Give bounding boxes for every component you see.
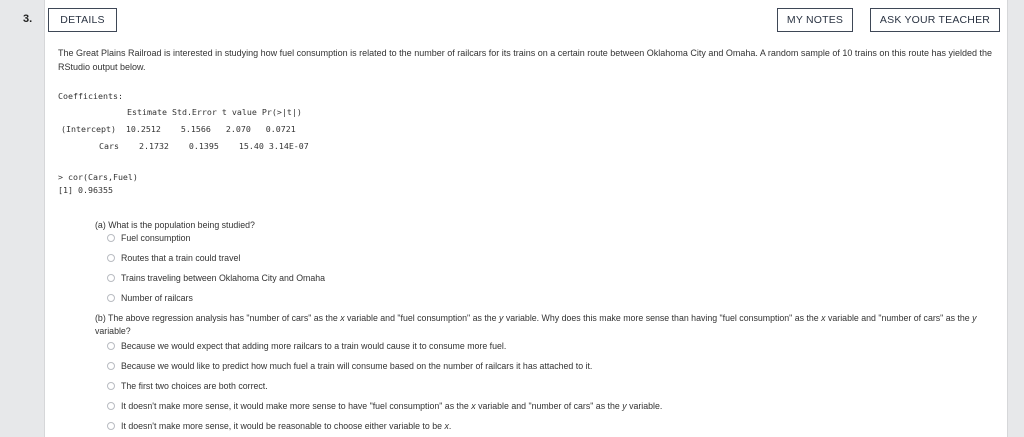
cor-result: [1] 0.96355: [58, 185, 113, 195]
option-label: Because we would expect that adding more railcars to a train would cause it to consume more fuel.: [121, 341, 507, 351]
option-label: [121, 401, 662, 411]
part-a-option-4[interactable]: [107, 292, 193, 304]
option-label: Trains traveling between Oklahoma City and Omaha: [121, 273, 326, 283]
part-b-option-3[interactable]: [107, 380, 268, 392]
part-a-prompt: (a) What is the population being studied?: [95, 220, 255, 230]
radio-button[interactable]: [107, 382, 115, 390]
option-text: It doesn't make more sense, it would make more sense to have "fuel consumption" as the: [121, 401, 472, 411]
option-label: Number of railcars: [121, 293, 193, 303]
prompt-text: variable. Why does this make more sense than having "fuel consumption" as the: [503, 313, 822, 323]
radio-button[interactable]: [107, 254, 115, 262]
option-text: It doesn't make more sense, it would be reasonable to choose either variable to be: [121, 421, 445, 431]
option-label: Because we would like to predict how much fuel a train will consume based on the number of railcars it has attached to it.: [121, 361, 593, 371]
part-b-prompt: [95, 312, 995, 338]
prompt-text: variable and "fuel consumption" as the: [344, 313, 500, 323]
cor-command: > cor(Cars,Fuel): [58, 172, 138, 182]
radio-button[interactable]: [107, 342, 115, 350]
question-number: 3.: [23, 13, 33, 25]
my-notes-button[interactable]: MY NOTES: [777, 8, 853, 32]
part-b-option-1[interactable]: [107, 340, 506, 352]
radio-button[interactable]: [107, 402, 115, 410]
part-b-option-5[interactable]: [107, 420, 451, 432]
part-a-option-2[interactable]: [107, 252, 240, 264]
option-text: variable.: [626, 401, 663, 411]
part-b-option-4[interactable]: [107, 400, 662, 412]
option-label: [121, 421, 451, 431]
option-label: The first two choices are both correct.: [121, 381, 268, 391]
radio-button[interactable]: [107, 422, 115, 430]
variable-x: x: [444, 421, 449, 431]
option-label: Routes that a train could travel: [121, 253, 241, 263]
part-a-option-3[interactable]: [107, 272, 325, 284]
variable-y: y: [499, 313, 504, 323]
variable-x: x: [340, 313, 345, 323]
prompt-text: variable?: [95, 326, 131, 336]
radio-button[interactable]: [107, 234, 115, 242]
option-text: variable and "number of cars" as the: [475, 401, 623, 411]
radio-button[interactable]: [107, 362, 115, 370]
question-intro: The Great Plains Railroad is interested in studying how fuel consumption is related to the number of railcars for its trains on a certain route between Oklahoma City and Omaha. A random sample of 10 trains on this route has yielded the RStudio output below.: [58, 48, 992, 72]
variable-x: x: [821, 313, 826, 323]
variable-x: x: [471, 401, 476, 411]
prompt-text: (b) The above regression analysis has "number of cars" as the: [95, 313, 341, 323]
prompt-text: variable and "number of cars" as the: [825, 313, 973, 323]
coefficients-row-intercept: (Intercept) 10.2512 5.1566 2.070 0.0721: [61, 124, 296, 134]
ask-your-teacher-button[interactable]: ASK YOUR TEACHER: [870, 8, 1000, 32]
question-panel: [44, 0, 1008, 437]
option-label: Fuel consumption: [121, 233, 191, 243]
option-text: .: [448, 421, 452, 431]
radio-button[interactable]: [107, 274, 115, 282]
radio-button[interactable]: [107, 294, 115, 302]
coefficients-label: Coefficients:: [58, 91, 123, 101]
part-b-option-2[interactable]: [107, 360, 592, 372]
part-a-option-1[interactable]: [107, 232, 190, 244]
variable-y: y: [972, 313, 977, 323]
variable-y: y: [622, 401, 627, 411]
details-button[interactable]: DETAILS: [48, 8, 117, 32]
coefficients-row-cars: Cars 2.1732 0.1395 15.40 3.14E-07: [99, 141, 309, 151]
coefficients-header: Estimate Std.Error t value Pr(>|t|): [127, 107, 302, 117]
